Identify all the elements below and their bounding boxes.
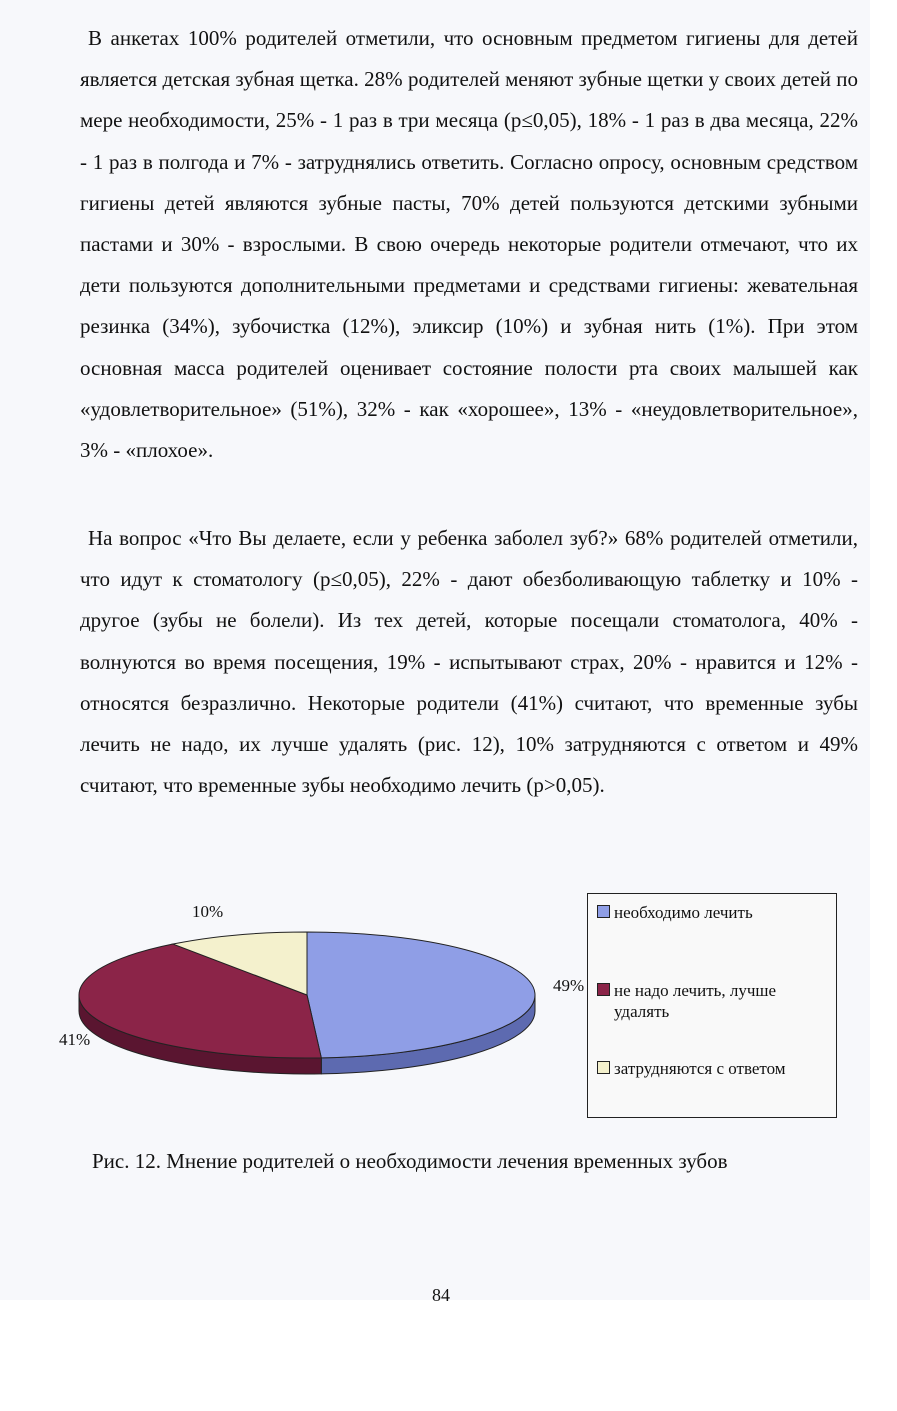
pie-chart-figure — [55, 893, 838, 1120]
page-number: 84 — [432, 1285, 450, 1305]
chart-legend — [587, 893, 837, 1118]
legend-item-treat — [597, 902, 829, 923]
figure-caption: Рис. 12. Мнение родителей о необходимости лечения временных зубов — [92, 1149, 728, 1173]
paragraph-2: На вопрос «Что Вы делаете, если у ребенка заболел зуб?» 68% родителей отметили, что идут к стоматологу (p≤0,05), 22% - дают обезболивающую таблетку и 10% - другое (зубы не болели). Из тех детей, которые посещали стоматолога, 40% - волнуются во время посещения, 19% - испытывают страх, 20% - нравится и 12% - относятся безразлично. Некоторые родители (41%) считают, что временные зубы лечить не надо, их лучше удалять (рис. 12), 10% затрудняются с ответом и 49% считают, что временные зубы необходимо лечить (p>0,05). — [80, 526, 858, 798]
legend-swatch-treat — [597, 905, 610, 918]
data-label-treat: 49% — [553, 976, 585, 995]
legend-swatch-remove — [597, 983, 610, 996]
legend-label-unsure: затрудняются с ответом — [614, 1059, 786, 1078]
pie-chart — [55, 893, 587, 1120]
data-label-remove: 41% — [59, 1030, 91, 1049]
legend-label-remove: не надо лечить, лучше удалять — [614, 981, 777, 1021]
data-label-unsure: 10% — [192, 902, 224, 921]
legend-item-unsure — [597, 1058, 829, 1079]
paragraph-1: В анкетах 100% родителей отметили, что основным предметом гигиены для детей является детская зубная щетка. 28% родителей меняют зубные щетки у своих детей по мере необходимости, 25% - 1 раз в три месяца (p≤0,05), 18% - 1 раз в два месяца, 22% - 1 раз в полгода и 7% - затруднялись ответить. Согласно опросу, основным средством гигиены детей являются зубные пасты, 70% детей пользуются детскими зубными пастами и 30% - взрослыми. В свою очередь некоторые родители отмечают, что их дети пользуются дополнительными предметами и средствами гигиены: жевательная резинка (34%), зубочистка (12%), эликсир (10%) и зубная нить (1%). При этом основная масса родителей оценивает состояние полости рта своих малышей как «удовлетворительное» (51%), 32% - как «хорошее», 13% - «неудовлетворительное», 3% - «плохое». — [80, 26, 858, 463]
legend-item-remove — [597, 980, 829, 1022]
legend-swatch-unsure — [597, 1061, 610, 1074]
legend-label-treat: необходимо лечить — [614, 903, 753, 922]
